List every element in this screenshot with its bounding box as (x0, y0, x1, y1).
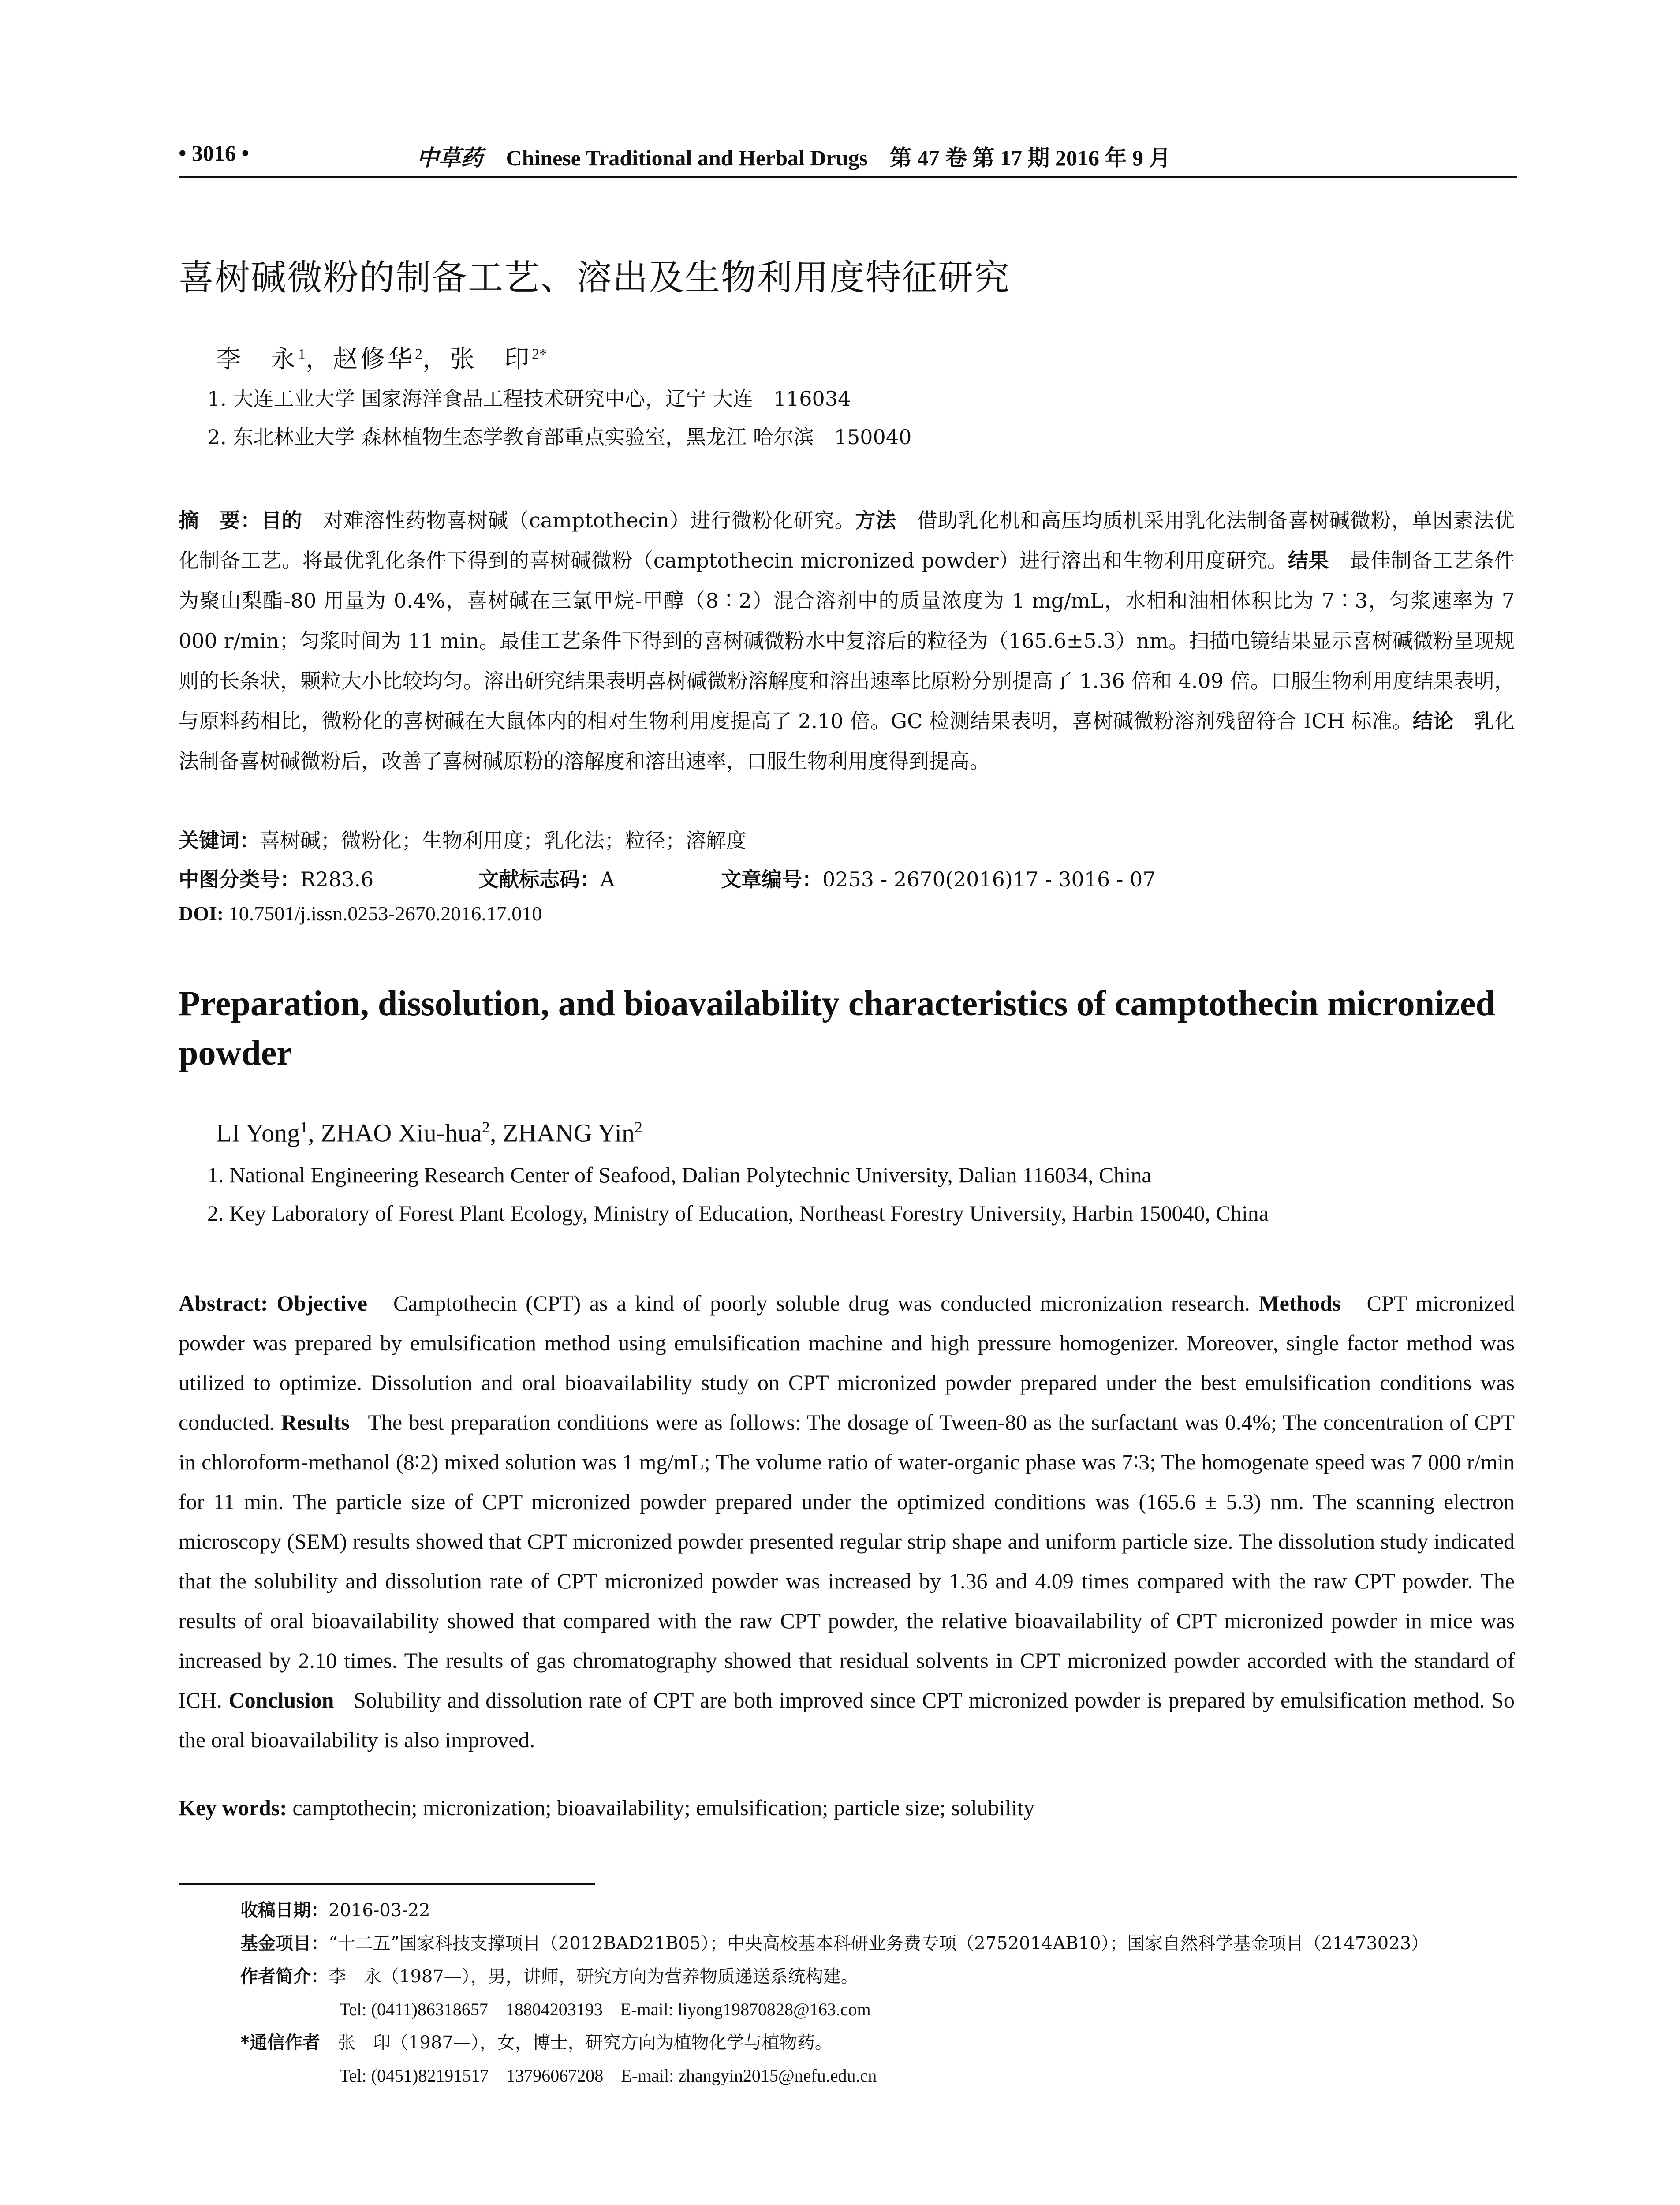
author-name-cn: 李 永 (216, 345, 298, 374)
author-list-en: LI Yong$^1$, ZHAO Xiu-hua$^2$, ZHANG Yin$^2$ (216, 1118, 642, 1147)
keywords-cn (179, 825, 747, 854)
corresponding-label: *通信作者 (240, 2033, 320, 2053)
footnote-author-contact: Tel: (0411)86318657 18804203193 E-mail: liyong19870828@163.com (340, 1999, 871, 2019)
results-label-cn: 结果 (1288, 549, 1329, 572)
fund-text: “十二五”国家科技支撑项目（2012BAD21B05）；中央高校基本科研业务费专项（2752014AB10）；国家自然科学基金项目（21473023） (329, 1933, 1429, 1954)
conclusion-text-en: Solubility and dissolution rate of CPT are both improved since CPT micronized powder is prepared by emulsification method. So the oral bioavailability is also improved. (179, 1688, 1515, 1752)
conclusion-text-cn: 乳化法制备喜树碱微粉后，改善了喜树碱原粉的溶解度和溶出速率，口服生物利用度得到提高。 (179, 709, 1515, 773)
footnote-rule (179, 1883, 595, 1885)
methods-text-en: CPT micronized powder was prepared by emulsification method using emulsification machine and high pressure homogenizer. Moreover, single factor method was utilized to optimize. Dissolution and oral bioavailability study on CPT micronized powder prepared under the best emulsification conditions was conducted. (179, 1291, 1515, 1435)
abstract-en (179, 1283, 1515, 1760)
article-title-en: Preparation, dissolution, and bioavailability characteristics of camptothecin micronized powder (179, 984, 1495, 1073)
footnote-received (240, 1896, 430, 1921)
results-text-en: The best preparation conditions were as follows: The dosage of Tween-80 as the surfactant was 0.4%; The concentration of CPT in chloroform-methanol (8∶2) mixed solution was 1 mg/mL; The volume ratio of water-organic phase was 7∶3; The homogenate speed was 7 000 r/min for 11 min. The particle size of CPT micronized powder prepared under the optimized conditions was (165.6 ± 5.3) nm. The scanning electron microscopy (SEM) results showed that CPT micronized powder presented regular strip shape and uniform particle size. The dissolution study indicated that the solubility and dissolution rate of CPT micronized powder was increased by 1.36 and 4.09 times compared with the raw CPT powder. The results of oral bioavailability showed that compared with the raw CPT powder, the relative bioavailability of CPT micronized powder in mice was increased by 2.10 times. The results of gas chromatography showed that residual solvents in CPT micronized powder accorded with the standard of ICH. (179, 1410, 1515, 1712)
footnote-author-bio (240, 1962, 859, 1988)
methods-label-en: Methods (1258, 1291, 1341, 1316)
running-header (179, 140, 1517, 178)
methods-label-cn: 方法 (855, 508, 896, 532)
clc-label: 中图分类号： (179, 867, 300, 891)
footnote-corresponding-contact: Tel: (0451)82191517 13796067208 E-mail: zhangyin2015@nefu.edu.cn (340, 2066, 877, 2085)
document-code-value: A (600, 867, 615, 891)
author-affil-mark: 2* (532, 346, 547, 363)
journal-name-cn: 中草药 (417, 145, 483, 171)
keywords-label-cn: 关键词： (179, 829, 260, 852)
article-number-value: 0253 - 2670(2016)17 - 3016 - 07 (822, 867, 1156, 891)
keywords-value-en: camptothecin; micronization; bioavailability; emulsification; particle size; solubility (292, 1795, 1035, 1820)
author-affil-mark: 2 (634, 1118, 642, 1136)
author-name-cn: 赵修华 (333, 345, 415, 374)
author-name-en: ZHAO Xiu-hua (321, 1118, 482, 1147)
results-text-cn: 最佳制备工艺条件为聚山梨酯-80 用量为 0.4%，喜树碱在三氯甲烷-甲醇（8∶2）混合溶剂中的质量浓度为 1 mg/mL，水相和油相体积比为 7∶3，匀浆速率为 7 000 r/min；匀浆时间为 11 min。最佳工艺条件下得到的喜树碱微粉水中复溶后的粒径为（165.6±5.3）nm。扫描电镜结果显示喜树碱微粉呈现规则的长条状，颗粒大小比较均匀。溶出研究结果表明喜树碱微粉溶解度和溶出速率比原粉分别提高了 1.36 倍和 4.09 倍。口服生物利用度结果表明，与原料药相比，微粉化的喜树碱在大鼠体内的相对生物利用度提高了 2.10 倍。GC 检测结果表明，喜树碱微粉溶剂残留符合 ICH 标准。 (179, 549, 1515, 733)
journal-name (417, 140, 1171, 172)
bio-label: 作者简介： (240, 1966, 329, 1987)
author-name-cn: 张 印 (450, 345, 532, 374)
abstract-cn (179, 501, 1515, 781)
keywords-value-cn: 喜树碱；微粉化；生物利用度；乳化法；粒径；溶解度 (260, 829, 747, 852)
objective-label-cn: 目的 (261, 508, 302, 532)
author-affil-mark: 1 (300, 1118, 308, 1136)
journal-name-en: Chinese Traditional and Herbal Drugs (506, 146, 868, 170)
clc-value: R283.6 (300, 867, 374, 891)
author-name-en: ZHANG Yin (502, 1118, 635, 1147)
doi-label: DOI: (179, 902, 224, 925)
footnote-corresponding (240, 2029, 833, 2054)
abstract-label-cn: 摘 要： (179, 508, 261, 532)
author-affil-mark: 1 (298, 346, 306, 363)
document-code-label: 文献标志码： (478, 867, 600, 891)
affiliation-en-2: 2. Key Laboratory of Forest Plant Ecology, Ministry of Education, Northeast Forestry University, Harbin 150040, China (207, 1201, 1269, 1226)
author-affil-mark: 2 (482, 1118, 490, 1136)
keywords-en (179, 1795, 1034, 1820)
objective-text-cn: 对难溶性药物喜树碱（camptothecin）进行微粉化研究。 (302, 508, 855, 532)
clc-code (179, 863, 373, 893)
received-label: 收稿日期： (240, 1900, 329, 1921)
methods-text-cn: 借助乳化机和高压均质机采用乳化法制备喜树碱微粉，单因素法优化制备工艺。将最优乳化条件下得到的喜树碱微粉（camptothecin micronized powder）进行溶出和生物利用度研究。 (179, 508, 1515, 572)
abstract-label-en: Abstract: (179, 1291, 268, 1316)
doi-value[interactable]: 10.7501/j.issn.0253-2670.2016.17.010 (228, 902, 542, 925)
keywords-label-en: Key words: (179, 1795, 287, 1820)
doi-line (179, 902, 542, 925)
bio-text: 李 永（1987—），男，讲师，研究方向为营养物质递送系统构建。 (329, 1966, 859, 1987)
affiliation-cn-2: 2. 东北林业大学 森林植物生态学教育部重点实验室，黑龙江 哈尔滨 150040 (207, 425, 912, 449)
objective-label-en: Objective (276, 1291, 367, 1316)
results-label-en: Results (281, 1410, 350, 1435)
affiliation-cn-1: 1. 大连工业大学 国家海洋食品工程技术研究中心，辽宁 大连 116034 (207, 387, 851, 411)
article-number (721, 863, 1156, 893)
conclusion-label-cn: 结论 (1412, 709, 1454, 733)
conclusion-label-en: Conclusion (228, 1688, 334, 1712)
corresponding-text: 张 印（1987—），女，博士，研究方向为植物化学与植物药。 (337, 2033, 833, 2053)
author-list-cn: 李 永$^1$，赵修华$^2$，张 印$^{2*}$ (216, 345, 547, 374)
affiliation-en-1: 1. National Engineering Research Center of Seafood, Dalian Polytechnic University, Dalian 116034, China (207, 1162, 1152, 1187)
objective-text-en: Camptothecin (CPT) as a kind of poorly soluble drug was conducted micronization research. (393, 1291, 1250, 1316)
author-affil-mark: 2 (415, 346, 422, 363)
received-date: 2016-03-22 (329, 1900, 430, 1921)
author-name-en: LI Yong (216, 1118, 300, 1147)
footnote-fund (240, 1929, 1429, 1955)
fund-label: 基金项目： (240, 1933, 329, 1954)
document-code (478, 863, 615, 893)
page-number: • 3016 • (179, 141, 250, 165)
article-number-label: 文章编号： (721, 867, 822, 891)
article-title-cn: 喜树碱微粉的制备工艺、溶出及生物利用度特征研究 (179, 257, 1010, 298)
journal-issue: 第 47 卷 第 17 期 2016 年 9 月 (889, 146, 1171, 170)
